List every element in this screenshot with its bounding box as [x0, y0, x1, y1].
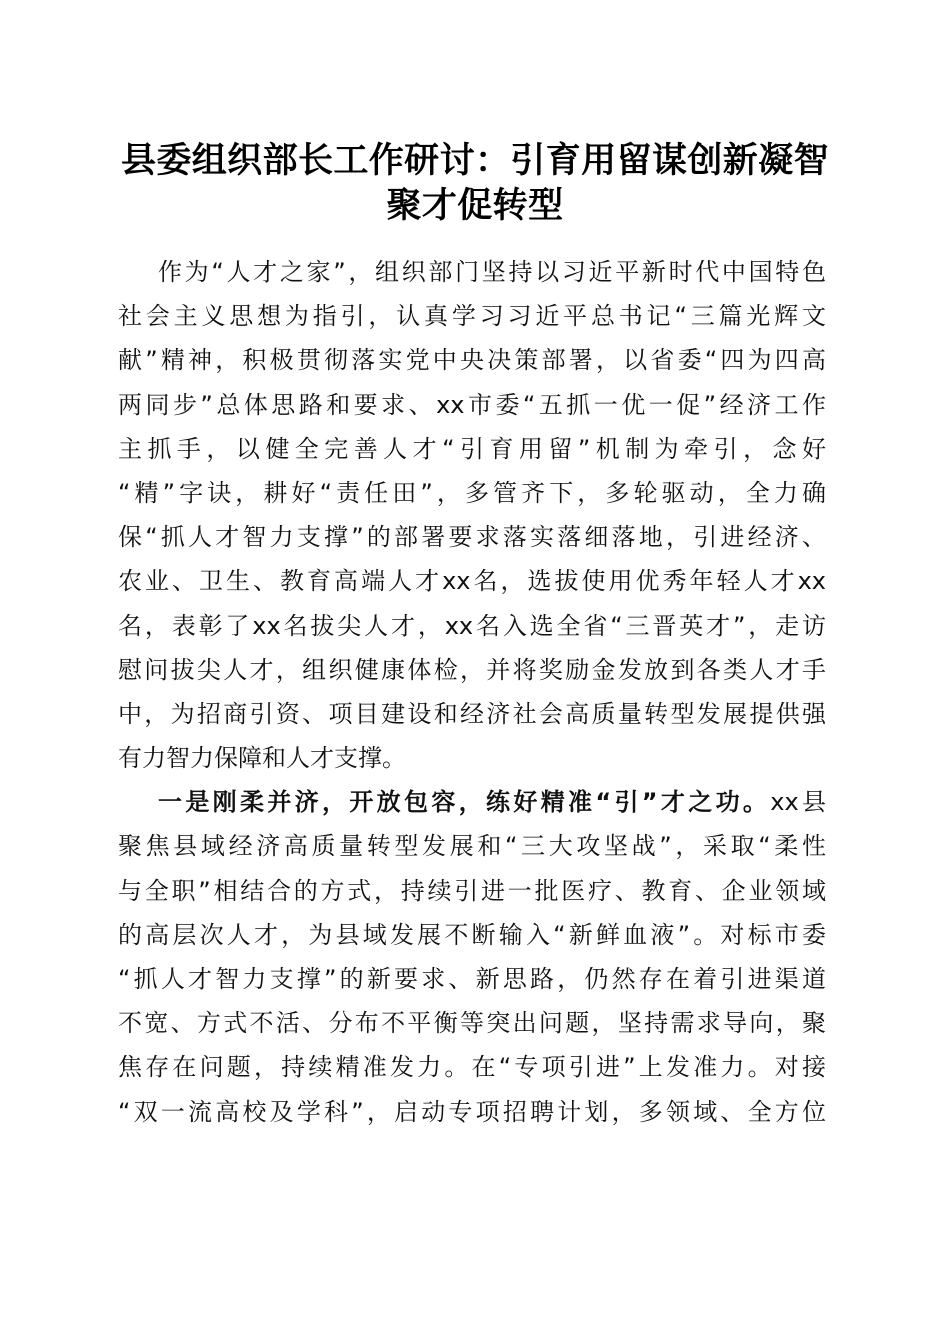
paragraph-line: “精”字诀，耕好“责任田”，多管齐下，多轮驱动，全力确	[118, 478, 826, 507]
paragraph-line: 两同步”总体思路和要求、xx市委“五抓一优一促”经济工作	[118, 390, 826, 419]
document-title	[118, 138, 832, 228]
paragraph-line: “双一流高校及学科”，启动专项招聘计划，多领域、全方位	[118, 1097, 826, 1126]
paragraph-line	[118, 780, 826, 824]
paragraph-line: 聚焦县域经济高质量转型发展和“三大攻坚战”，采取“柔性	[118, 832, 826, 861]
title-line-1: 县委组织部长工作研讨：引育用留谋创新凝智	[120, 140, 829, 181]
paragraph-line: 中，为招商引资、项目建设和经济社会高质量转型发展提供强	[118, 699, 826, 728]
title-line-2: 聚才促转型	[386, 185, 564, 226]
paragraph-line: 社会主义思想为指引，认真学习习近平总书记“三篇光辉文	[118, 302, 826, 331]
document-body	[118, 250, 826, 1134]
paragraph-line: 的高层次人才，为县域发展不断输入“新鲜血液”。对标市委	[118, 920, 826, 949]
paragraph-line: 慰问拔尖人才，组织健康体检，并将奖励金发放到各类人才手	[118, 655, 826, 684]
paragraph-line: 献”精神，积极贯彻落实党中央决策部署，以省委“四为四高	[118, 346, 826, 375]
paragraph-line: 不宽、方式不活、分布不平衡等突出问题，坚持需求导向，聚	[118, 1009, 826, 1038]
paragraph-line: 与全职”相结合的方式，持续引进一批医疗、教育、企业领域	[118, 876, 826, 905]
paragraph-2	[118, 780, 826, 1134]
paragraph-line: 保“抓人才智力支撑”的部署要求落实落细落地，引进经济、	[118, 523, 826, 552]
paragraph-line: 焦存在问题，持续精准发力。在“专项引进”上发准力。对接	[118, 1053, 826, 1082]
section-heading: 一是刚柔并济，开放包容，练好精准“引”才之功。	[158, 788, 771, 817]
paragraph-line: 主抓手，以健全完善人才“引育用留”机制为牵引，念好	[118, 434, 826, 463]
paragraph-line: 有力智力保障和人才支撑。	[118, 744, 406, 773]
paragraph-text: xx县	[770, 788, 827, 817]
paragraph-line: 作为“人才之家”，组织部门坚持以习近平新时代中国特色	[158, 258, 826, 286]
paragraph-line: 农业、卫生、教育高端人才xx名，选拔使用优秀年轻人才xx	[118, 567, 826, 596]
paragraph-line: 名，表彰了xx名拔尖人才，xx名入选全省“三晋英才”，走访	[118, 611, 826, 640]
paragraph-1	[118, 250, 826, 780]
paragraph-line: “抓人才智力支撑”的新要求、新思路，仍然存在着引进渠道	[118, 965, 826, 993]
